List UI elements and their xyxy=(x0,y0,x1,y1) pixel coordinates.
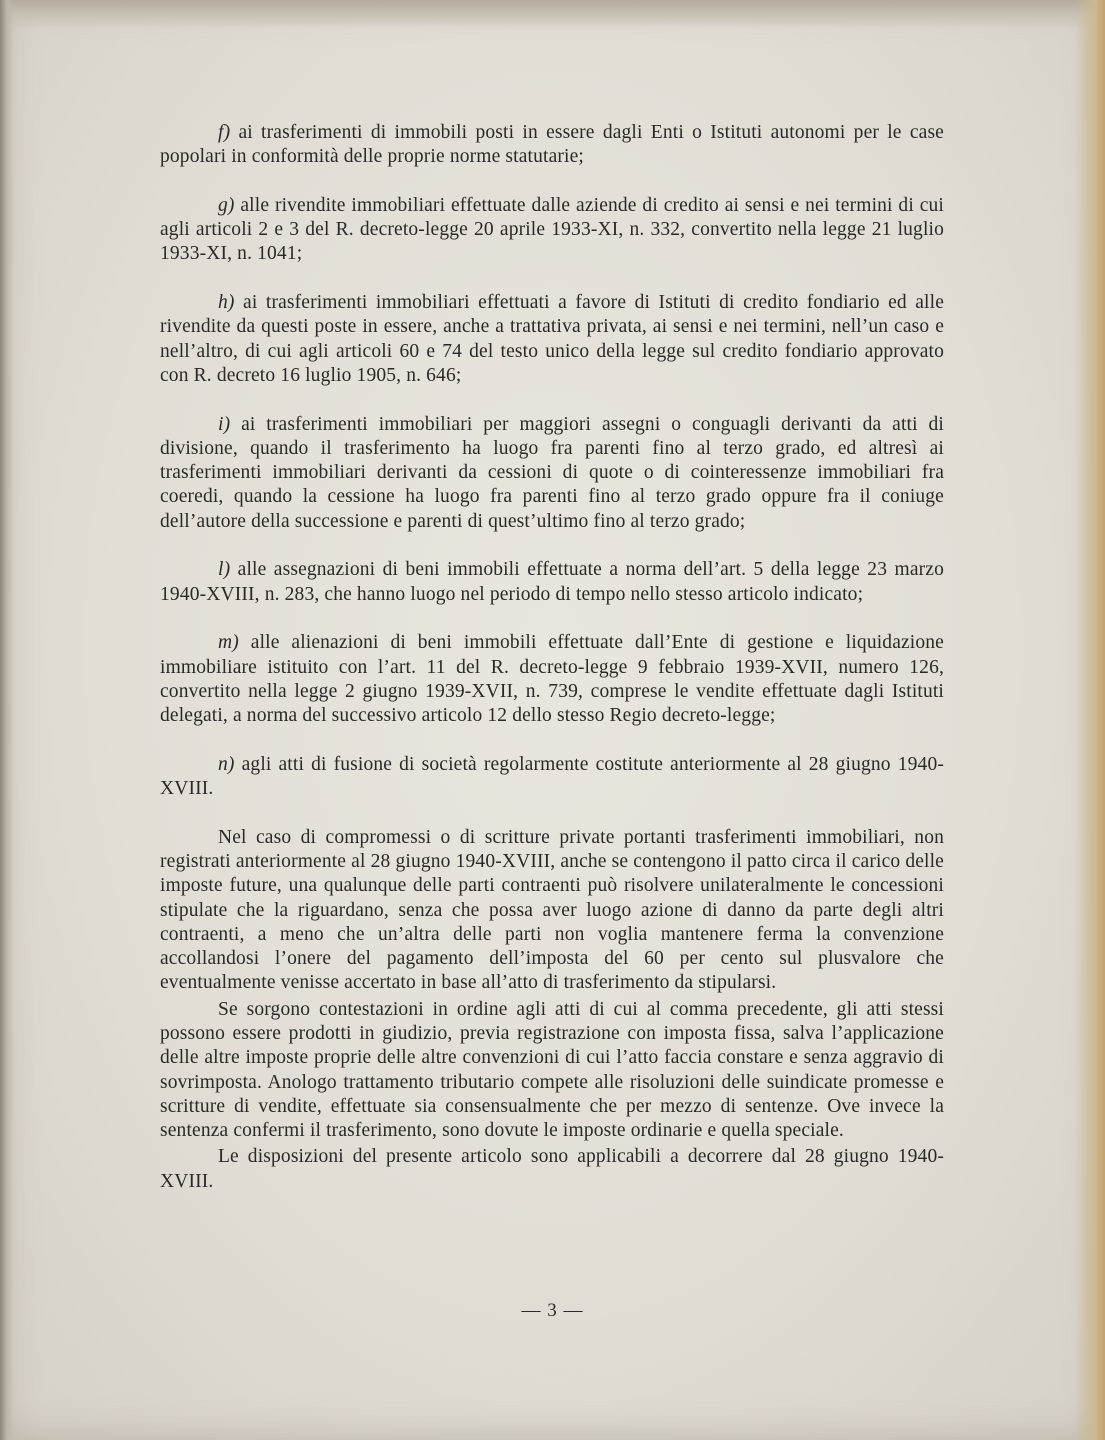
list-item-g xyxy=(160,194,944,267)
paragraph-contestazioni: Se sorgono contestazioni in ordine agli atti di cui al comma precedente, gli atti stessi possono essere prodotti in giudizio, previa registrazione con imposta fissa, salva l’applicazione delle altre imposte proprie delle altre convenzioni di cui l’atto faccia constare e senza aggravio di sovrimposta. Anologo trattamento tributario compete alle risoluzioni delle suindicate promesse e scritture di vendite, effettuate sia consensualmente che per mezzo di sentenze. Ove invece la sentenza confermi il trasferimento, sono dovute le imposte ordinarie e quella speciale. xyxy=(160,998,944,1142)
list-letter: n) xyxy=(218,753,235,775)
page-right-edge-stain xyxy=(1075,0,1105,1440)
page-number: — 3 — xyxy=(521,1300,584,1321)
list-item-f xyxy=(160,121,944,170)
paragraph-compromessi: Nel caso di compromessi o di scritture private portanti trasferimenti immobiliari, non registrati anteriormente al 28 giugno 1940-XVIII, anche se contengono il patto circa il carico delle imposte future, una qualunque delle parti contraenti può risolvere unilateralmente le concessioni stipulate che la riguardano, senza che possa aver luogo azione di danno da parte degli altri contraenti, a meno che un’altra delle parti non voglia mantenere ferma la convenzione accollandosi l’onere del pagamento dell’imposta del 60 per cento sul plusvalore che eventualmente venisse accertato in base all’atto di trasferimento da stipularsi. xyxy=(160,826,944,994)
list-text: alle rivendite immobiliari effettuate dalle aziende di credito ai sensi e nei termini di cui agli articoli 2 e 3 del R. decreto-legge 20 aprile 1933-XI, n. 332, convertito nella legge 21 luglio 1933-XI, n. 1041; xyxy=(160,194,944,265)
list-text: ai trasferimenti di immobili posti in essere dagli Enti o Istituti autonomi per le case popolari in conformità delle proprie norme statutarie; xyxy=(160,122,944,168)
page-top-shadow xyxy=(0,0,1105,28)
list-text: alle alienazioni di beni immobili effettuate dall’Ente di gestione e liquidazione immobiliare istituito con l’art. 11 del R. decreto-legge 9 febbraio 1939-XVII, numero 126, convertito nella legge 2 giugno 1939-XVII, n. 739, comprese le vendite effettuate dagli Istituti delegati, a norma del successivo articolo 12 dello stesso Regio decreto-legge; xyxy=(160,632,944,727)
page-left-shadow xyxy=(0,0,14,1440)
list-text: ai trasferimenti immobiliari effettuati a favore di Istituti di credito fondiario ed alle rivendite da questi poste in essere, anche a trattativa privata, ai sensi e nei termini, nell’un caso e nell’altro, di cui agli articoli 60 e 74 del testo unico della legge sul credito fondiario approvato con R. decreto 16 luglio 1905, n. 646; xyxy=(160,292,944,386)
list-letter: i) xyxy=(218,413,231,435)
list-letter: m) xyxy=(218,632,239,654)
list-letter: h) xyxy=(218,292,235,314)
paragraph-disposizioni: Le disposizioni del presente articolo sono applicabili a decorrere dal 28 giugno 1940-XVIII. xyxy=(160,1146,944,1192)
list-letter: l) xyxy=(218,559,231,581)
list-item-l xyxy=(160,558,944,607)
list-item-n xyxy=(160,753,944,802)
body-text xyxy=(160,121,944,1194)
list-item-i xyxy=(160,413,944,534)
list-text: ai trasferimenti immobiliari per maggiori assegni o conguagli derivanti da atti di divisione, quando il trasferimento ha luogo fra parenti fino al terzo grado, ed altresì ai trasferimenti immobiliari derivanti da cessioni di quote o di cointeressenze immobiliari fra coeredi, quando la cessione ha luogo fra parenti fino al terzo grado oppure fra il coniuge dell’autore della successione e parenti di quest’ultimo fino al terzo grado; xyxy=(160,413,944,532)
list-letter: g) xyxy=(218,194,235,216)
list-item-h xyxy=(160,291,944,388)
list-text: agli atti di fusione di società regolarmente costitute anteriormente al 28 giugno 1940-XVIII. xyxy=(160,753,944,800)
list-text: alle assegnazioni di beni immobili effettuate a norma dell’art. 5 della legge 23 marzo 1940-XVIII, n. 283, che hanno luogo nel periodo di tempo nello stesso articolo indicato; xyxy=(160,559,944,605)
list-item-m xyxy=(160,631,944,728)
list-letter: f) xyxy=(218,122,231,143)
